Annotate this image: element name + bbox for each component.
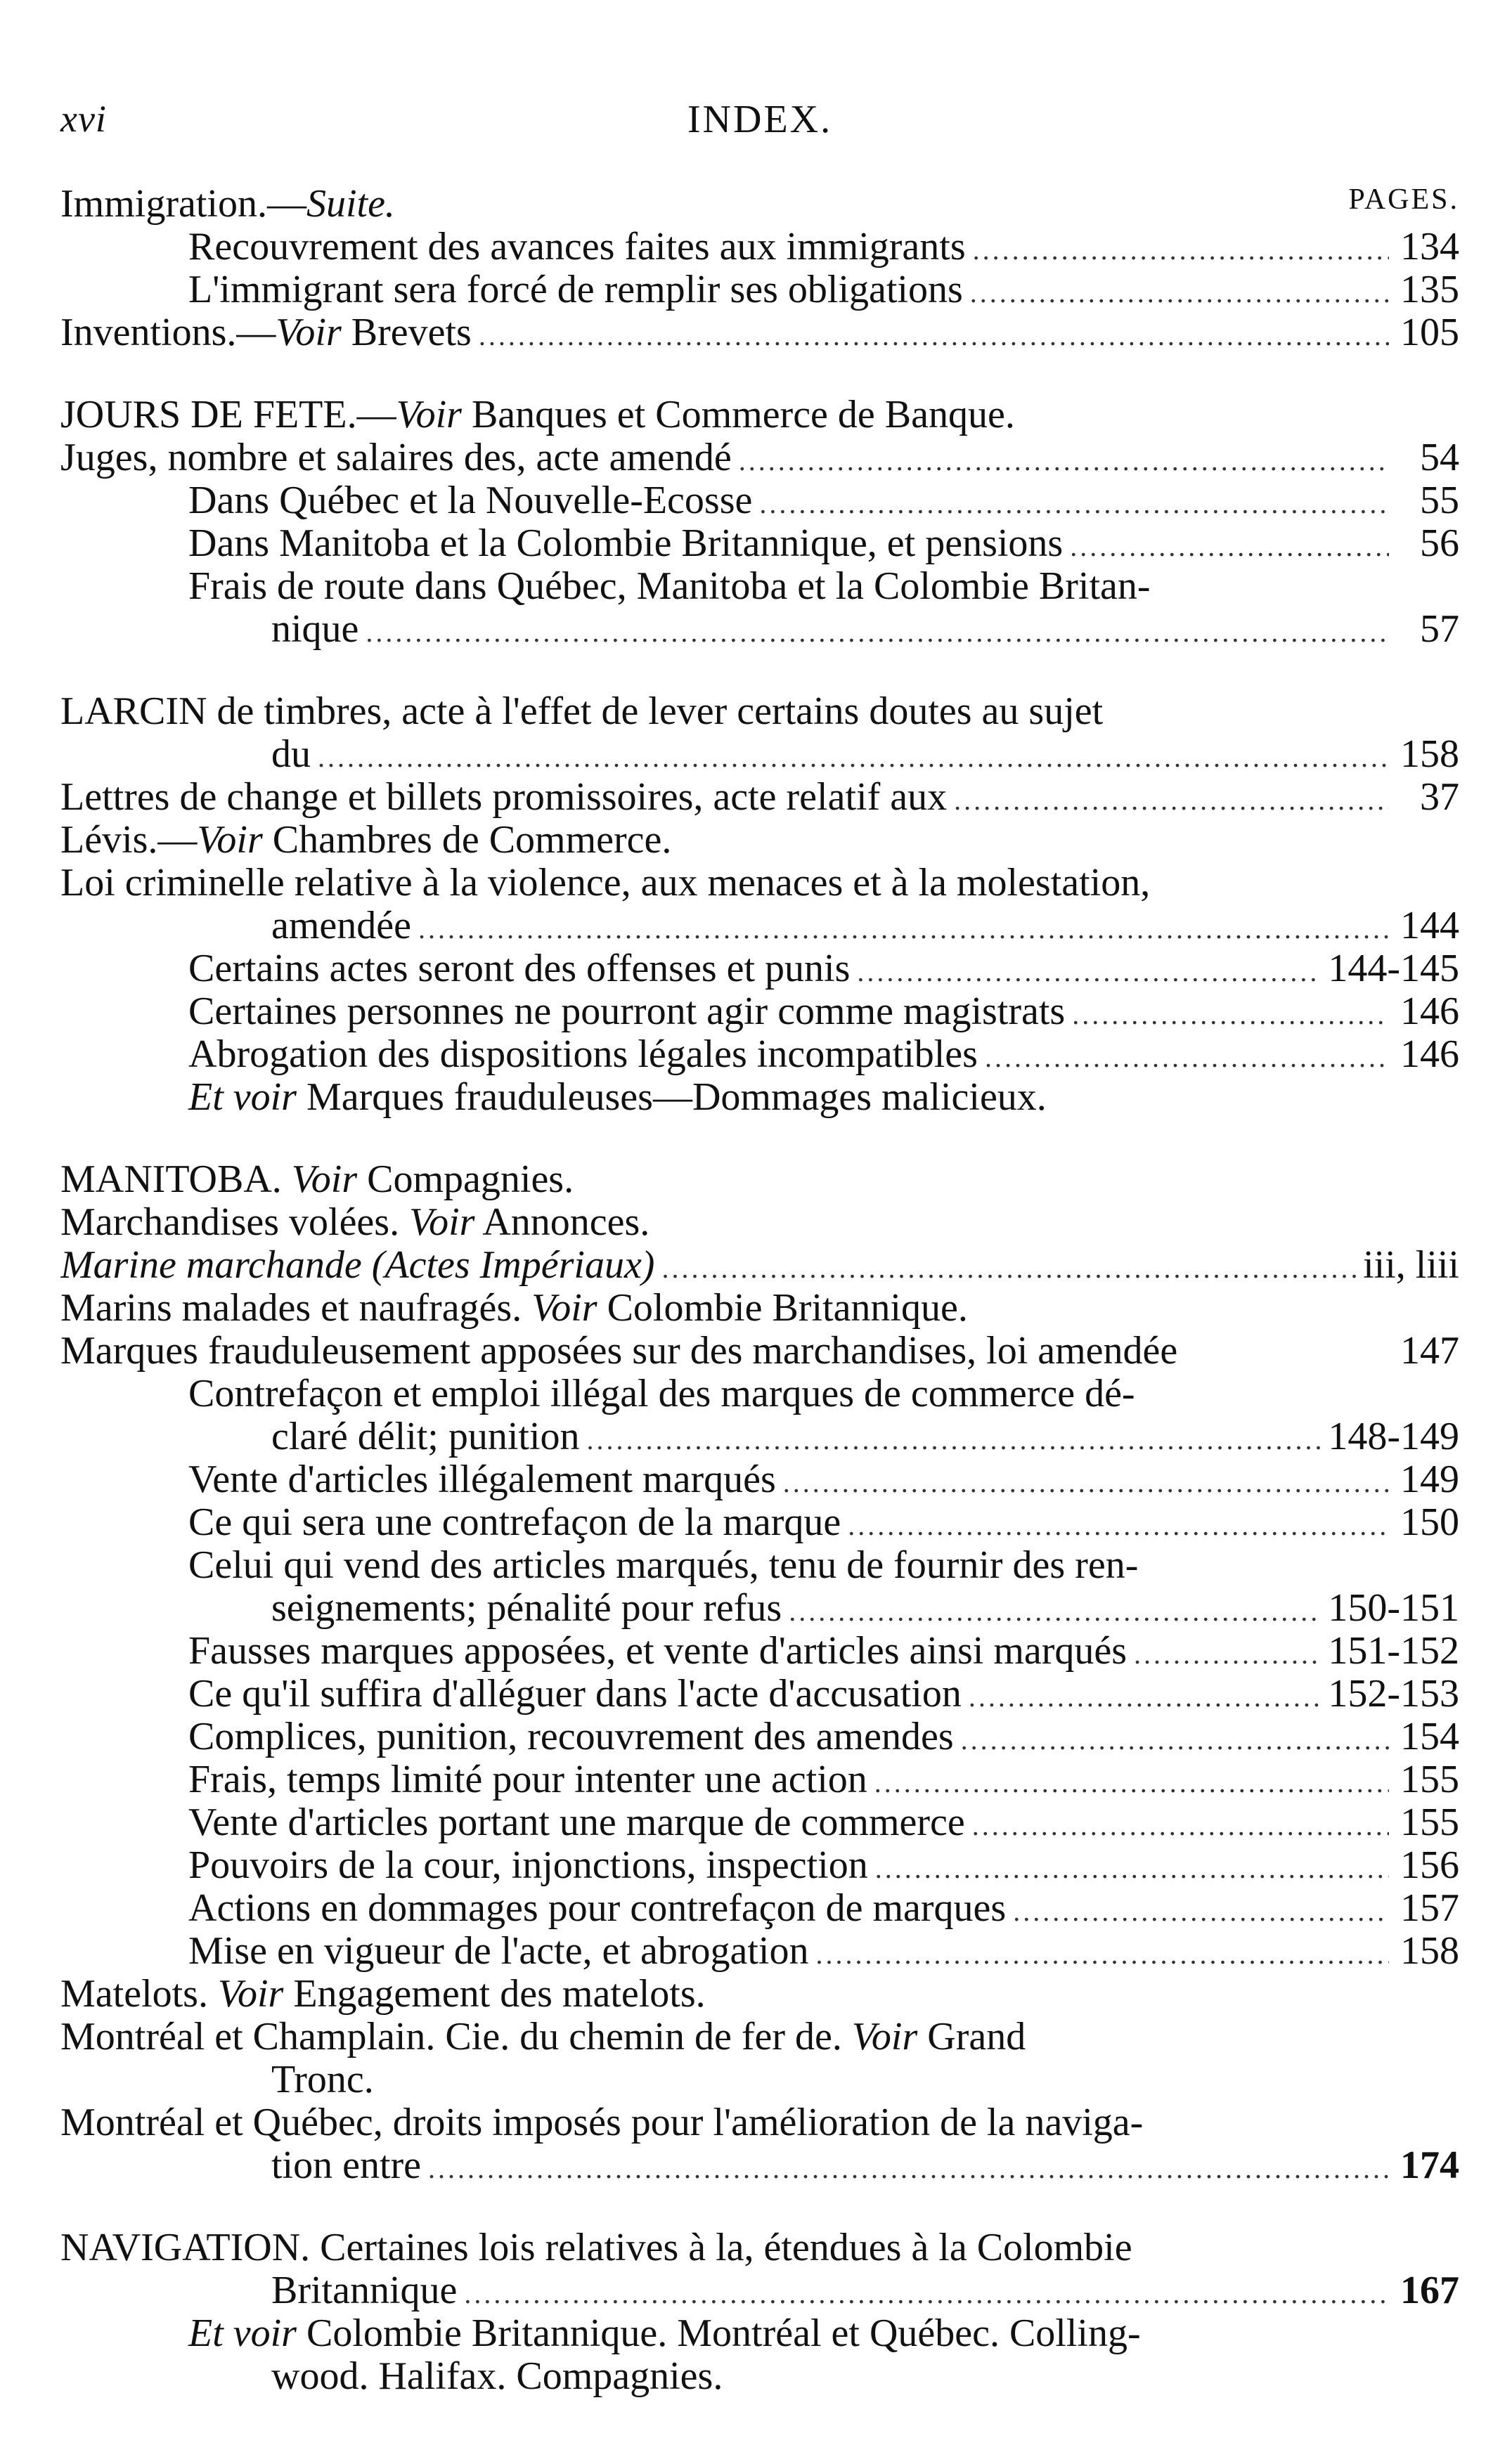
index-line xyxy=(60,565,1459,608)
index-line xyxy=(60,1801,1459,1844)
entry-text xyxy=(60,819,671,862)
entry-heading: tion entre xyxy=(271,2144,422,2187)
entry-heading: Fausses marques apposées, et vente d'articles ainsi marqués xyxy=(188,1630,1127,1673)
index-line xyxy=(60,947,1459,990)
index-line xyxy=(60,819,1459,862)
dot-leader xyxy=(759,482,1389,522)
index-line xyxy=(60,436,1459,479)
entry-cross-ref: Voir xyxy=(291,1158,358,1201)
entry-reference: Banques et Commerce de Banque. xyxy=(461,394,1015,436)
entry-heading: Marques frauduleusement apposées sur des marchandises, loi amendée xyxy=(60,1330,1178,1373)
entry-text xyxy=(188,1458,776,1501)
entry-text xyxy=(271,608,358,651)
page-number: 148-149 xyxy=(1328,1415,1459,1458)
entry-heading: Lettres de change et billets promissoires, acte relatif aux xyxy=(60,776,948,819)
index-line xyxy=(60,1887,1459,1930)
entry-reference: Annonces. xyxy=(474,1201,650,1244)
index-line xyxy=(60,990,1459,1033)
entry-text xyxy=(188,1076,1047,1119)
entry-text xyxy=(60,1244,654,1287)
index-line xyxy=(60,394,1459,436)
dot-leader xyxy=(857,950,1321,990)
entry-cross-ref: Et voir xyxy=(188,2312,297,2355)
dot-leader xyxy=(464,2272,1389,2312)
entry-text xyxy=(188,2312,1141,2355)
dot-leader xyxy=(318,736,1389,776)
entry-reference: Compagnies. xyxy=(357,1158,574,1201)
entry-heading: Dans Québec et la Nouvelle-Ecosse xyxy=(188,479,753,522)
entry-heading: Montréal et Champlain. Cie. du chemin de fer de. xyxy=(60,2016,852,2058)
entry-text xyxy=(60,2101,1143,2144)
index-line xyxy=(60,1415,1459,1458)
entry-text xyxy=(188,1844,868,1887)
entry-heading: Matelots. xyxy=(60,1973,218,2016)
page-number: 150-151 xyxy=(1328,1587,1459,1630)
entry-reference: Chambres de Commerce. xyxy=(262,819,672,862)
entry-text xyxy=(60,690,1103,733)
entry-text xyxy=(188,1887,1006,1930)
entry-heading: Certaines personnes ne pourront agir comme magistrats xyxy=(188,990,1066,1033)
entry-reference: Colombie Britannique. Montréal et Québec. Colling- xyxy=(296,2312,1141,2355)
entry-heading: Britannique xyxy=(271,2269,458,2312)
page-number: 150 xyxy=(1400,1501,1459,1544)
entry-text xyxy=(271,2144,421,2187)
entry-text xyxy=(60,1973,706,2016)
entry-text xyxy=(271,733,311,776)
dot-leader xyxy=(1070,525,1389,565)
index-line xyxy=(60,1158,1459,1201)
dot-leader xyxy=(875,1847,1389,1887)
index-line xyxy=(60,226,1459,268)
page-number: 158 xyxy=(1400,1930,1459,1973)
entry-heading: seignements; pénalité pour refus xyxy=(271,1587,782,1630)
dot-leader xyxy=(874,1761,1389,1801)
page-number: 155 xyxy=(1400,1801,1459,1844)
entry-continuation: Suite. xyxy=(306,183,395,226)
page-number: 146 xyxy=(1400,1033,1459,1076)
entry-heading: Pouvoirs de la cour, injonctions, inspection xyxy=(188,1844,868,1887)
index-line xyxy=(60,2269,1459,2312)
pages-column-label: PAGES. xyxy=(1348,183,1459,216)
page-number: 155 xyxy=(1400,1758,1459,1801)
page-number: 37 xyxy=(1420,776,1459,819)
page-number: 174 xyxy=(1400,2144,1459,2187)
entry-cross-ref: Voir xyxy=(217,1973,284,2016)
entry-text xyxy=(188,1373,1135,1415)
dot-leader xyxy=(848,1504,1389,1544)
index-line xyxy=(60,2355,1459,2398)
entry-heading: Frais, temps limité pour intenter une action xyxy=(188,1758,867,1801)
dot-leader xyxy=(985,1036,1389,1076)
entry-cross-ref: Voir xyxy=(409,1201,475,1244)
index-line xyxy=(60,1973,1459,2016)
entry-text xyxy=(271,1415,580,1458)
dot-leader xyxy=(973,228,1389,268)
index-line xyxy=(60,1758,1459,1801)
entry-heading: Abrogation des dispositions légales incompatibles xyxy=(188,1033,978,1076)
index-line xyxy=(60,1673,1459,1716)
page-number: 151-152 xyxy=(1328,1630,1459,1673)
entry-text xyxy=(60,436,732,479)
entry-text xyxy=(60,1287,968,1330)
entry-heading: Loi criminelle relative à la violence, aux menaces et à la molestation, xyxy=(60,862,1151,904)
index-line xyxy=(60,2226,1459,2269)
page-number: 167 xyxy=(1400,2269,1459,2312)
entry-text xyxy=(188,479,752,522)
entry-text xyxy=(188,1673,962,1716)
entry-heading: Certains actes seront des offenses et punis xyxy=(188,947,851,990)
entry-heading: claré délit; punition xyxy=(271,1415,580,1458)
entry-heading: nique xyxy=(271,608,359,651)
entry-text xyxy=(188,1758,867,1801)
page-number: 149 xyxy=(1400,1458,1459,1501)
entry-text xyxy=(60,2226,1132,2269)
entry-text xyxy=(188,1630,1127,1673)
entry-text xyxy=(271,2269,457,2312)
entry-reference: Grand xyxy=(917,2016,1026,2058)
entry-cross-ref: Voir xyxy=(531,1287,597,1330)
dot-leader xyxy=(815,1933,1389,1973)
entry-text xyxy=(271,904,411,947)
entry-heading: Tronc. xyxy=(271,2058,374,2101)
dot-leader xyxy=(1013,1890,1389,1930)
dot-leader xyxy=(783,1461,1389,1501)
index-line xyxy=(60,904,1459,947)
page-number: 134 xyxy=(1400,226,1459,268)
entry-text xyxy=(188,1544,1138,1587)
page-number: 152-153 xyxy=(1328,1673,1459,1716)
index-line xyxy=(60,1458,1459,1501)
index-line xyxy=(60,862,1459,904)
entry-heading: Recouvrement des avances faites aux immigrants xyxy=(188,226,966,268)
page-number: 158 xyxy=(1400,733,1459,776)
entry-cross-ref: Et voir xyxy=(188,1076,297,1119)
index-line xyxy=(60,1244,1459,1287)
entry-heading: NAVIGATION. Certaines lois relatives à la, étendues à la Colombie xyxy=(60,2226,1132,2269)
dot-leader xyxy=(961,1718,1389,1758)
index-line xyxy=(60,1716,1459,1758)
entry-text xyxy=(60,1201,650,1244)
entry-text xyxy=(271,2355,723,2398)
dot-leader xyxy=(1134,1633,1321,1673)
entry-heading: Contrefaçon et emploi illégal des marques de commerce dé- xyxy=(188,1373,1135,1415)
index-line xyxy=(60,2144,1459,2187)
page-number: 135 xyxy=(1400,268,1459,311)
entry-text xyxy=(188,226,966,268)
entry-text xyxy=(60,776,947,819)
page-number: 56 xyxy=(1420,522,1459,565)
running-head xyxy=(60,97,1459,146)
page-number: 105 xyxy=(1400,311,1459,354)
index-line xyxy=(60,776,1459,819)
entry-reference: Marques frauduleuses—Dommages malicieux. xyxy=(296,1076,1047,1119)
index-line xyxy=(60,1287,1459,1330)
index-line xyxy=(60,1076,1459,1119)
entry-heading: Lévis.— xyxy=(60,819,198,862)
dot-leader xyxy=(661,1247,1356,1287)
entry-heading: Ce qu'il suffira d'alléguer dans l'acte d'accusation xyxy=(188,1673,962,1716)
page-number: iii, liii xyxy=(1363,1244,1459,1287)
dot-leader xyxy=(970,271,1389,311)
index-line xyxy=(60,1201,1459,1244)
page-number: 154 xyxy=(1400,1716,1459,1758)
index-line xyxy=(60,1587,1459,1630)
entry-heading: amendée xyxy=(271,904,411,947)
entry-heading: Ce qui sera une contrefaçon de la marque xyxy=(188,1501,841,1544)
entry-text xyxy=(271,1587,782,1630)
page-number: 57 xyxy=(1420,608,1459,651)
entry-text xyxy=(60,183,395,226)
index-line xyxy=(60,733,1459,776)
index-line xyxy=(60,522,1459,565)
dot-leader xyxy=(972,1804,1389,1844)
index-line xyxy=(60,1373,1459,1415)
entry-cross-ref: Voir xyxy=(276,311,342,354)
index-line xyxy=(60,1930,1459,1973)
entry-text xyxy=(60,2016,1026,2058)
entry-text xyxy=(60,1330,1177,1373)
index-line xyxy=(60,1844,1459,1887)
entry-heading: Dans Manitoba et la Colombie Britannique, et pensions xyxy=(188,522,1064,565)
dot-leader xyxy=(739,439,1389,479)
index-line xyxy=(60,1630,1459,1673)
index-line xyxy=(60,690,1459,733)
dot-leader xyxy=(954,779,1389,819)
page-number: 146 xyxy=(1400,990,1459,1033)
entry-heading: Complices, punition, recouvrement des amendes xyxy=(188,1716,954,1758)
index-line xyxy=(60,479,1459,522)
entry-cross-ref: Voir xyxy=(197,819,263,862)
entry-reference: Engagement des matelots. xyxy=(283,1973,706,2016)
dot-leader xyxy=(418,907,1389,947)
index-line xyxy=(60,311,1459,354)
entry-heading: du xyxy=(271,733,311,776)
entry-text xyxy=(188,1501,841,1544)
entry-text xyxy=(188,1716,954,1758)
entry-reference: Brevets xyxy=(341,311,472,354)
index-line xyxy=(60,183,1459,226)
entry-text xyxy=(188,522,1063,565)
page-number: 55 xyxy=(1420,479,1459,522)
entry-heading: Celui qui vend des articles marqués, tenu de fournir des ren- xyxy=(188,1544,1139,1587)
entry-heading: Actions en dommages pour contrefaçon de marques xyxy=(188,1887,1007,1930)
index-entries xyxy=(60,183,1459,2398)
index-line xyxy=(60,1033,1459,1076)
page-number: 157 xyxy=(1400,1887,1459,1930)
dot-leader xyxy=(366,611,1389,651)
entry-cross-ref: Voir xyxy=(851,2016,918,2058)
dot-leader xyxy=(428,2147,1389,2187)
dot-leader xyxy=(969,1675,1322,1716)
entry-heading: JOURS DE FETE.— xyxy=(60,394,396,436)
entry-text xyxy=(188,947,850,990)
entry-heading: Montréal et Québec, droits imposés pour l'amélioration de la naviga- xyxy=(60,2101,1144,2144)
folio: xvi xyxy=(60,98,107,140)
entry-reference: Colombie Britannique. xyxy=(597,1287,968,1330)
entry-text xyxy=(188,1801,965,1844)
page-number: 144-145 xyxy=(1328,947,1459,990)
index-line xyxy=(60,2058,1459,2101)
entry-cross-ref: Marine marchande (Actes Impériaux) xyxy=(60,1244,655,1287)
index-line xyxy=(60,2016,1459,2058)
entry-heading: wood. Halifax. Compagnies. xyxy=(271,2355,723,2398)
entry-heading: Vente d'articles portant une marque de commerce xyxy=(188,1801,965,1844)
page-number: 54 xyxy=(1420,436,1459,479)
dot-leader xyxy=(587,1418,1322,1458)
entry-heading: Inventions.— xyxy=(60,311,276,354)
page-number: 147 xyxy=(1400,1330,1459,1373)
entry-text xyxy=(188,565,1151,608)
index-line xyxy=(60,1330,1459,1373)
entry-text xyxy=(188,1930,808,1973)
entry-text xyxy=(60,862,1150,904)
index-line xyxy=(60,608,1459,651)
entry-cross-ref: Voir xyxy=(396,394,462,436)
dot-leader xyxy=(479,314,1389,354)
entry-text xyxy=(188,1033,978,1076)
entry-heading: L'immigrant sera forcé de remplir ses obligations xyxy=(188,268,963,311)
entry-heading: LARCIN de timbres, acte à l'effet de lever certains doutes au sujet xyxy=(60,690,1104,733)
index-line xyxy=(60,268,1459,311)
dot-leader xyxy=(1072,993,1389,1033)
entry-heading: Mise en vigueur de l'acte, et abrogation xyxy=(188,1930,809,1973)
entry-text xyxy=(60,394,1015,436)
entry-text xyxy=(188,268,963,311)
entry-heading: Marchandises volées. xyxy=(60,1201,410,1244)
index-line xyxy=(60,2101,1459,2144)
page-number: 144 xyxy=(1400,904,1459,947)
dot-leader xyxy=(789,1590,1321,1630)
index-line xyxy=(60,1501,1459,1544)
entry-heading: MANITOBA. xyxy=(60,1158,292,1201)
index-line xyxy=(60,2312,1459,2355)
entry-heading: Immigration.— xyxy=(60,183,306,226)
index-line xyxy=(60,1544,1459,1587)
running-title: INDEX. xyxy=(687,98,833,141)
entry-heading: Juges, nombre et salaires des, acte amendé xyxy=(60,436,732,479)
entry-text xyxy=(60,1158,574,1201)
page-number: 156 xyxy=(1400,1844,1459,1887)
entry-text xyxy=(60,311,472,354)
entry-text xyxy=(271,2058,374,2101)
entry-heading: Frais de route dans Québec, Manitoba et la Colombie Britan- xyxy=(188,565,1151,608)
entry-text xyxy=(188,990,1065,1033)
entry-heading: Vente d'articles illégalement marqués xyxy=(188,1458,776,1501)
entry-heading: Marins malades et naufragés. xyxy=(60,1287,532,1330)
